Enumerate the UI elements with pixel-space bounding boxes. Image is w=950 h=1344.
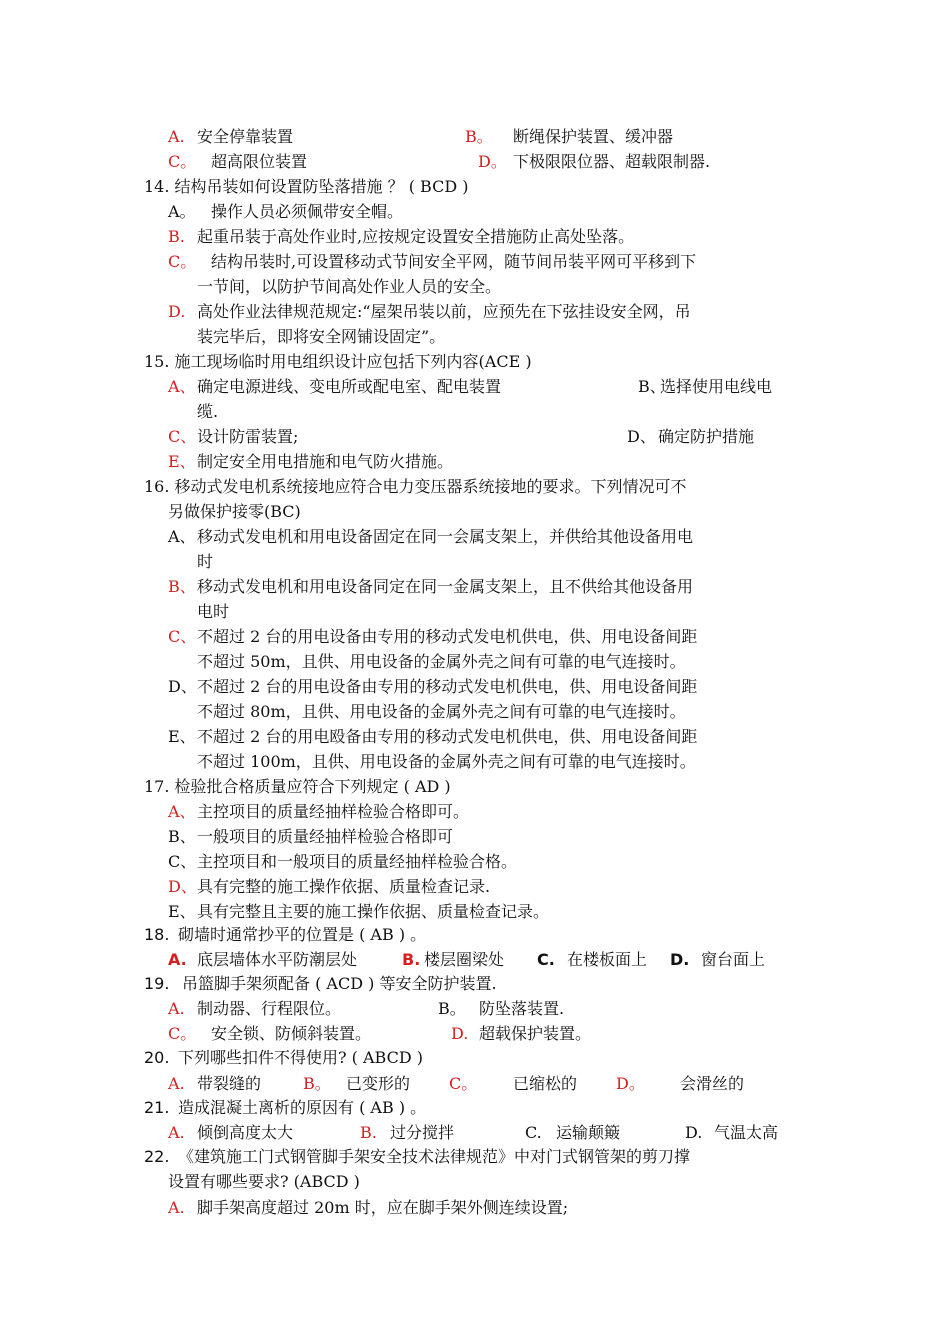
q15-option-d-label: D、 <box>627 427 656 446</box>
q16-option-a-label: A、 <box>168 527 196 546</box>
q17-option-c-label: C、 <box>168 852 197 871</box>
q18-option-a-text: 底层墙体水平防潮层处 <box>197 950 358 969</box>
q15-option-c-text: 设计防雷装置; <box>197 427 299 446</box>
q15-option-e-label: E、 <box>168 452 196 471</box>
q13-option-d-label: D。 <box>478 152 507 171</box>
q22-stem-text-1: 《建筑施工门式钢管脚手架安全技术法律规范》中对门式钢管架的剪刀撑 <box>178 1147 691 1166</box>
q19-stem-number: 19. <box>144 974 170 993</box>
q14-option-b-label: B. <box>168 227 185 246</box>
q19-option-a-text: 制动器、行程限位。 <box>197 999 342 1018</box>
q21-stem-number: 21. <box>144 1098 170 1117</box>
q17-option-e-text: 具有完整且主要的施工操作依据、质量检查记录。 <box>197 902 550 921</box>
q14-stem: 14. 结构吊装如何设置防坠落措施 ？ ( BCD ) <box>144 177 469 196</box>
q16-option-a-text-1: 移动式发电机和用电设备固定在同一会属支架上，并供给其他设备用电 <box>197 527 694 546</box>
q17-option-a-text: 主控项目的质量经抽样检验合格即可。 <box>197 802 470 821</box>
q17-option-b-text: 一般项目的质量经抽样检验合格即可 <box>197 827 454 846</box>
q20-stem-text: 下列哪些扣件不得使用? ( ABCD ) <box>178 1048 424 1067</box>
q20-option-a-label: A. <box>168 1074 185 1093</box>
q19-option-b-label: B。 <box>438 999 466 1018</box>
q19-option-c-text: 安全锁、防倾斜装置。 <box>211 1024 372 1043</box>
q22-option-a-text: 脚手架高度超过 20m 时，应在脚手架外侧连续设置; <box>197 1198 569 1217</box>
q15-stem: 15. 施工现场临时用电组织设计应包括下列内容(ACE ) <box>144 352 532 371</box>
q20-option-b-text: 已变形的 <box>346 1074 411 1093</box>
q14-option-c-text-2: 一节间，以防护节间高处作业人员的安全。 <box>197 277 502 296</box>
q13-option-c-text: 超高限位装置 <box>211 152 308 171</box>
q17-option-d-text: 具有完整的施工操作依据、质量检查记录. <box>197 877 491 896</box>
q22-option-a-label: A. <box>168 1198 185 1217</box>
q18-option-a-label: A. <box>168 950 187 969</box>
q14-option-d-text-2: 装完毕后，即将安全网铺设固定”。 <box>197 327 446 346</box>
q16-option-c-text-1: 不超过 2 台的用电设备由专用的移动式发电机供电，供、用电设备间距 <box>197 627 698 646</box>
q17-option-e-label: E、 <box>168 902 196 921</box>
q17-option-c-text: 主控项目和一般项目的质量经抽样检验合格。 <box>197 852 518 871</box>
q16-stem-line-1: 16. 移动式发电机系统接地应符合电力变压器系统接地的要求。下列情况可不 <box>144 477 687 496</box>
q18-option-d-label: D. <box>670 950 690 969</box>
q20-option-d-text: 会滑丝的 <box>680 1074 745 1093</box>
q16-option-e-label: E、 <box>168 727 196 746</box>
q21-option-c-text: 运输颠簸 <box>556 1123 621 1142</box>
q21-option-b-label: B. <box>360 1123 377 1142</box>
q15-option-a-text: 确定电源进线、变电所或配电室、配电装置 <box>197 377 502 396</box>
q17-stem: 17. 检验批合格质量应符合下列规定 ( AD ) <box>144 777 451 796</box>
q16-stem-line-2: 另做保护接零(BC) <box>168 502 301 521</box>
q19-stem-text: 吊篮脚手架须配备 ( ACD ) 等安全防护装置. <box>182 974 497 993</box>
q19-option-c-label: C。 <box>168 1024 197 1043</box>
q14-option-c-text-1: 结构吊装时,可设置移动式节间安全平网，随节间吊装平网可平移到下 <box>211 252 697 271</box>
q22-stem-text-2: 设置有哪些要求? (ABCD ) <box>168 1172 360 1191</box>
q15-option-c-label: C、 <box>168 427 197 446</box>
q20-option-c-label: C。 <box>449 1074 478 1093</box>
q21-option-d-label: D. <box>685 1123 703 1142</box>
q13-option-c-label: C。 <box>168 152 197 171</box>
q21-option-a-label: A. <box>168 1123 185 1142</box>
q16-option-b-label: B、 <box>168 577 196 596</box>
q13-option-b-label: B。 <box>465 127 493 146</box>
q15-option-b-text-1: 选择使用电线电 <box>660 377 773 396</box>
q21-option-b-text: 过分搅拌 <box>390 1123 455 1142</box>
q19-option-d-text: 超载保护装置。 <box>479 1024 592 1043</box>
q16-option-e-text-2: 不超过 100m，且供、用电设备的金属外壳之间有可靠的电气连接时。 <box>197 752 696 771</box>
q16-option-d-text-2: 不超过 80m，且供、用电设备的金属外壳之间有可靠的电气连接时。 <box>197 702 686 721</box>
q16-option-b-text-2: 电时 <box>197 602 230 621</box>
q21-option-a-text: 倾倒高度太大 <box>197 1123 294 1142</box>
q21-option-d-text: 气温太高 <box>714 1123 779 1142</box>
q20-option-a-text: 带裂缝的 <box>197 1074 262 1093</box>
q15-option-d-text: 确定防护措施 <box>658 427 755 446</box>
q17-option-a-label: A、 <box>168 802 196 821</box>
q20-option-b-label: B。 <box>303 1074 331 1093</box>
q18-stem-number: 18. <box>144 925 170 944</box>
q17-option-d-label: D、 <box>168 877 197 896</box>
q13-option-b-text: 断绳保护装置、缓冲器 <box>513 127 674 146</box>
q21-option-c-label: C. <box>525 1123 542 1142</box>
q21-stem-text: 造成混凝土离析的原因有 ( AB ) 。 <box>178 1098 427 1117</box>
q22-stem-number: 22. <box>144 1147 170 1166</box>
q18-option-d-text: 窗台面上 <box>701 950 766 969</box>
q19-option-d-label: D. <box>451 1024 469 1043</box>
q20-stem-number: 20. <box>144 1048 170 1067</box>
q14-option-a-label: A。 <box>168 202 196 221</box>
q19-option-b-text: 防坠落装置. <box>479 999 565 1018</box>
q15-option-b-label: B、 <box>638 377 666 396</box>
q18-stem-text: 砌墙时通常抄平的位置是 ( AB ) 。 <box>178 925 427 944</box>
q15-option-b-text-2: 缆. <box>197 402 219 421</box>
q13-option-d-text: 下极限限位器、超载限制器. <box>513 152 711 171</box>
q13-option-a-label: A. <box>168 127 185 146</box>
q15-option-a-label: A、 <box>168 377 196 396</box>
q16-option-e-text-1: 不超过 2 台的用电殴备由专用的移动式发电机供电，供、用电设备间距 <box>197 727 698 746</box>
q19-option-a-label: A. <box>168 999 185 1018</box>
q14-option-a-text: 操作人员必须佩带安全帽。 <box>211 202 404 221</box>
q16-option-d-label: D、 <box>168 677 197 696</box>
q17-option-b-label: B、 <box>168 827 196 846</box>
q18-option-b-text: 楼层圈梁处 <box>424 950 505 969</box>
q20-option-d-label: D。 <box>616 1074 645 1093</box>
q20-option-c-text: 已缩松的 <box>513 1074 578 1093</box>
q14-option-c-label: C。 <box>168 252 197 271</box>
q16-option-c-text-2: 不超过 50m，且供、用电设备的金属外壳之间有可靠的电气连接时。 <box>197 652 686 671</box>
q14-option-d-label: D. <box>168 302 186 321</box>
q16-option-a-text-2: 时 <box>197 552 214 571</box>
q16-option-d-text-1: 不超过 2 台的用电设备由专用的移动式发电机供电，供、用电设备间距 <box>197 677 698 696</box>
q18-option-b-label: B. <box>402 950 421 969</box>
q18-option-c-label: C. <box>537 950 555 969</box>
q15-option-e-text: 制定安全用电措施和电气防火措施。 <box>197 452 454 471</box>
q18-option-c-text: 在楼板面上 <box>567 950 648 969</box>
q14-option-d-text-1: 高处作业法律规范规定:“屋架吊装以前，应预先在下弦挂设安全网，吊 <box>197 302 691 321</box>
q14-option-b-text: 起重吊装于高处作业时,应按规定设置安全措施防止高处坠落。 <box>197 227 635 246</box>
q16-option-c-label: C、 <box>168 627 197 646</box>
q13-option-a-text: 安全停靠装置 <box>197 127 294 146</box>
q16-option-b-text-1: 移动式发电机和用电设备同定在同一金属支架上，且不供给其他设备用 <box>197 577 694 596</box>
